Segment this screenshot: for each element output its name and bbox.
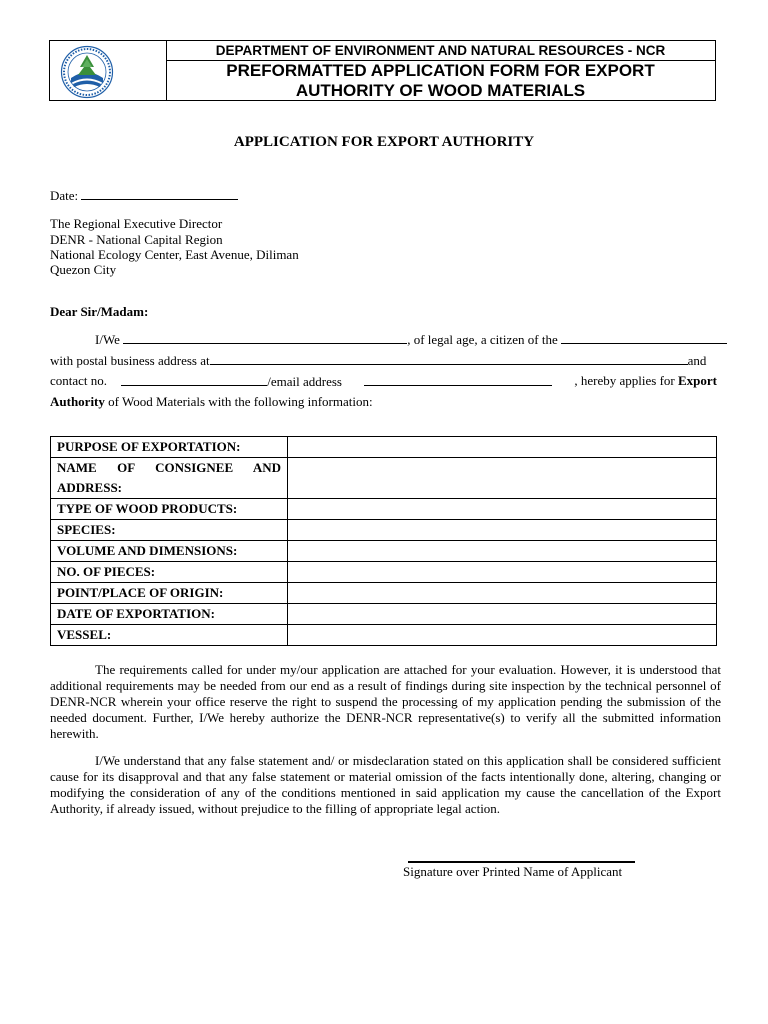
pieces-field[interactable] (288, 562, 717, 583)
citizenship-field[interactable] (561, 331, 727, 344)
table-row (51, 520, 717, 541)
contact-number-field[interactable] (121, 373, 267, 386)
export-date-label: DATE OF EXPORTATION: (51, 604, 288, 625)
pieces-label: NO. OF PIECES: (51, 562, 288, 583)
email-label: /email address (267, 374, 342, 389)
postal-label: with postal business address at (50, 353, 210, 368)
date-label: Date: (50, 188, 79, 203)
addressee-line3: National Ecology Center, East Avenue, Diliman (50, 247, 299, 262)
logo-cell (50, 41, 167, 100)
volume-field[interactable] (288, 541, 717, 562)
origin-field[interactable] (288, 583, 717, 604)
consignee-label-line1: NAME OF CONSIGNEE AND (57, 460, 281, 475)
table-row (51, 604, 717, 625)
addressee-line4: Quezon City (50, 262, 117, 277)
table-row (51, 625, 717, 646)
table-row (51, 541, 717, 562)
wood-products-label: TYPE OF WOOD PRODUCTS: (51, 499, 288, 520)
iwe-label: I/We (95, 332, 120, 347)
table-row (51, 437, 717, 458)
legal-age-text: , of legal age, a citizen of the (407, 332, 558, 347)
application-title: APPLICATION FOR EXPORT AUTHORITY (233, 134, 535, 150)
origin-label: POINT/PLACE OF ORIGIN: (51, 583, 288, 604)
table-row (51, 583, 717, 604)
postal-address-field[interactable] (210, 352, 688, 365)
intro-line2 (50, 352, 717, 369)
date-field[interactable] (81, 187, 238, 200)
contact-label: contact no. (50, 373, 108, 388)
denr-seal-icon (60, 45, 114, 99)
volume-label: VOLUME AND DIMENSIONS: (51, 541, 288, 562)
signature-caption: Signature over Printed Name of Applicant (403, 864, 623, 879)
export-bold-text: Export (678, 373, 717, 388)
consignee-label-line2: ADDRESS: (57, 480, 123, 495)
date-row (50, 187, 238, 204)
table-row (51, 562, 717, 583)
email-field[interactable] (364, 373, 552, 386)
form-title (166, 61, 715, 101)
addressee-line2: DENR - National Capital Region (50, 232, 223, 247)
applicant-name-field[interactable] (123, 331, 407, 344)
salutation: Dear Sir/Madam: (50, 304, 149, 319)
addressee-line1: The Regional Executive Director (50, 216, 223, 231)
vessel-field[interactable] (288, 625, 717, 646)
export-info-table (50, 436, 717, 646)
intro-line4 (50, 394, 373, 410)
declaration-paragraph: I/We understand that any false statement and/ or misdeclaration stated on this application shall be considered sufficient cause for its disapproval and that any false statement or material omission of the facts intentionally done, altering, changing or modifying the consideration of any of the conditions mentioned in said application my cause the cancellation of the Export Authority, if already issued, without prejudice to the filling of appropriate legal action. (50, 753, 721, 816)
consignee-label (51, 458, 288, 499)
authority-bold-text: Authority (50, 394, 105, 409)
table-row (51, 458, 717, 499)
intro-line1 (95, 331, 727, 348)
vessel-label: VESSEL: (51, 625, 288, 646)
table-row (51, 499, 717, 520)
intro-line3 (50, 373, 717, 390)
applies-text: , hereby applies for (574, 373, 675, 388)
and-label: and (687, 353, 707, 368)
purpose-label: PURPOSE OF EXPORTATION: (51, 437, 288, 458)
wood-products-field[interactable] (288, 499, 717, 520)
form-header (49, 40, 716, 101)
signature-line[interactable] (408, 861, 635, 863)
following-text: of Wood Materials with the following information: (108, 394, 373, 409)
form-title-line2: AUTHORITY OF WOOD MATERIALS (295, 81, 586, 100)
species-label: SPECIES: (51, 520, 288, 541)
consignee-field[interactable] (288, 458, 717, 499)
species-field[interactable] (288, 520, 717, 541)
requirements-paragraph: The requirements called for under my/our application are attached for your evaluation. However, it is understood that additional requirements may be needed from our end as a result of findings during site inspection by the technical personnel of DENR-NCR wherein your office reserve the right to suspend the processing of my application pending the submission of the needed document. Further, I/We hereby authorize the DENR-NCR representative(s) to verify all the submitted information herewith. (50, 662, 721, 741)
purpose-field[interactable] (288, 437, 717, 458)
form-title-line1: PREFORMATTED APPLICATION FORM FOR EXPORT (226, 61, 655, 80)
department-name: DEPARTMENT OF ENVIRONMENT AND NATURAL RESOURCES - NCR (166, 41, 715, 61)
export-date-field[interactable] (288, 604, 717, 625)
